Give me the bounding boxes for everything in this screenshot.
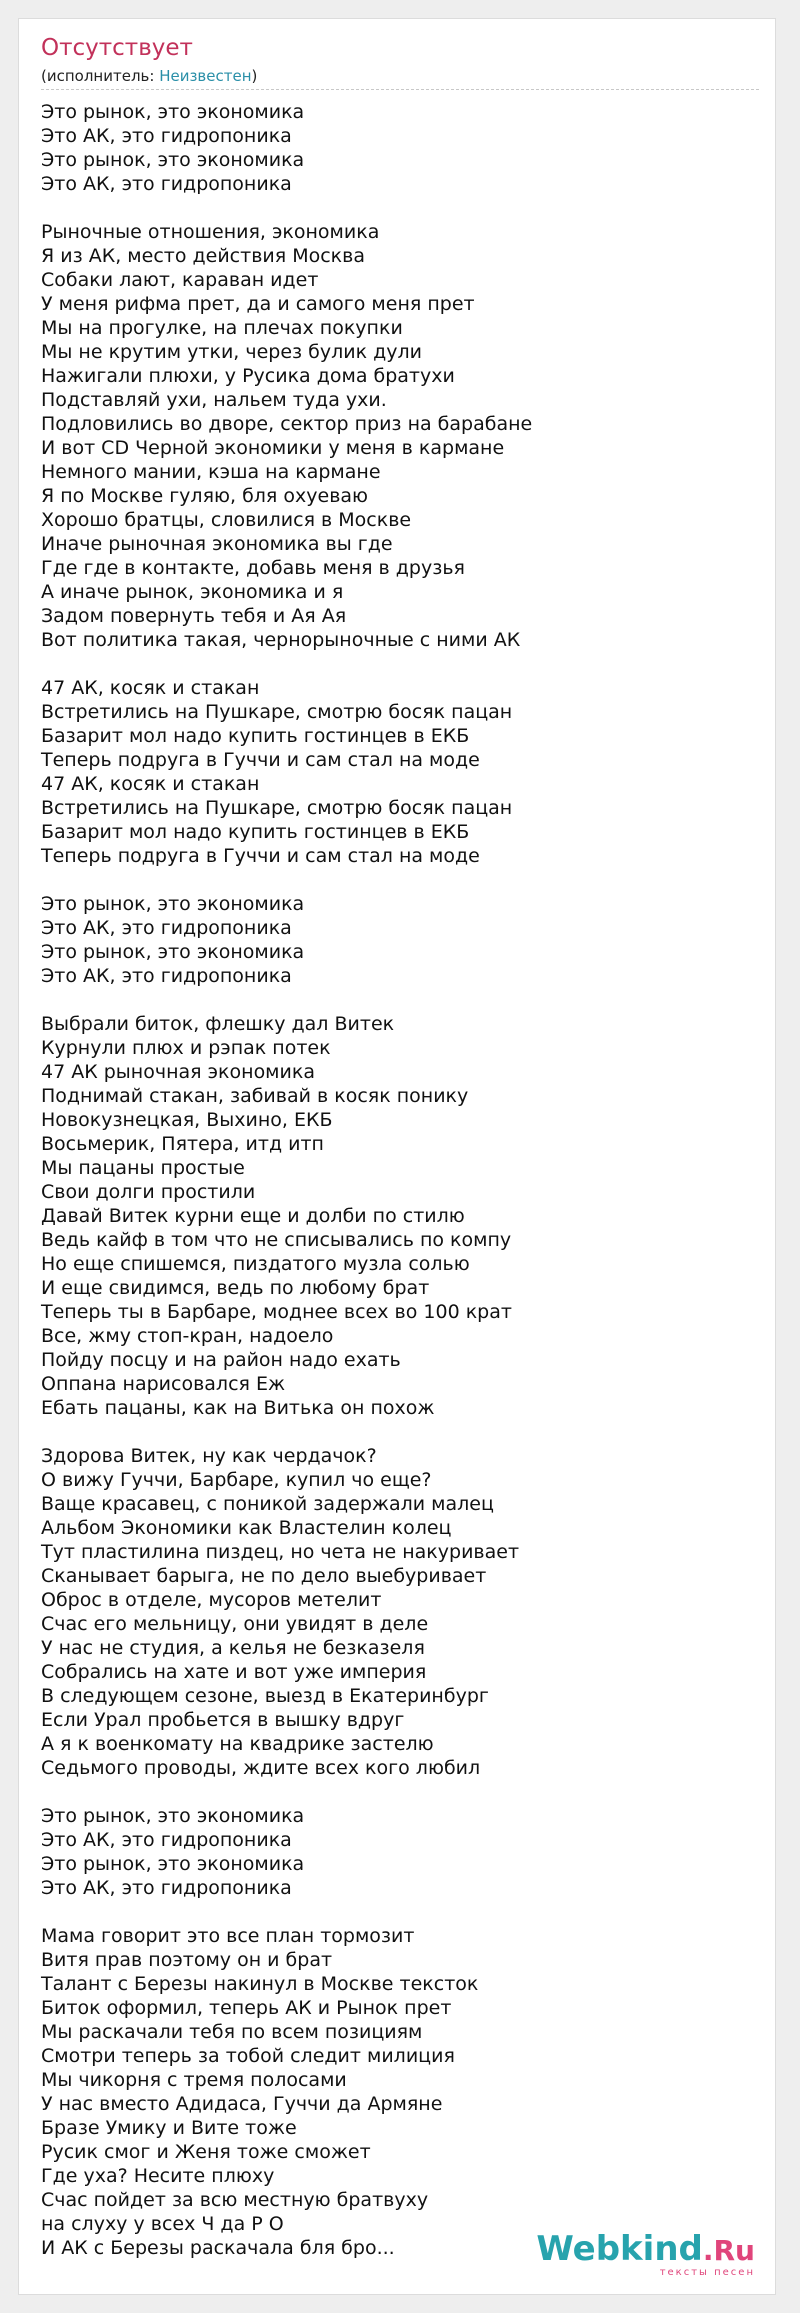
header-divider (41, 89, 759, 90)
lyric-line: Счас пойдет за всю местную братвуху (41, 2189, 429, 2211)
lyric-line: Мы на прогулке, на плечах покупки (41, 317, 403, 339)
lyric-line: Нажигали плюхи, у Русика дома братухи (41, 365, 455, 387)
lyric-line: Это рынок, это экономика (41, 1853, 305, 1875)
lyric-blank-line (41, 1780, 532, 1804)
lyric-line: Мы пацаны простые (41, 1157, 245, 1179)
lyric-line: Все, жму стоп-кран, надоело (41, 1325, 334, 1347)
logo-tld: .Ru (702, 2234, 755, 2267)
lyric-line: У меня рифма прет, да и самого меня прет (41, 293, 475, 315)
lyric-line: У нас не студия, а келья не безказеля (41, 1637, 425, 1659)
lyric-line: Я по Москве гуляю, бля охуеваю (41, 485, 369, 507)
lyric-line: Новокузнецкая, Выхино, ЕКБ (41, 1109, 333, 1131)
webkind-logo[interactable] (536, 2231, 755, 2278)
lyric-line: Это АК, это гидропоника (41, 965, 292, 987)
lyric-line: Седьмого проводы, ждите всех кого любил (41, 1757, 481, 1779)
lyric-line: Курнули плюх и рэпак потек (41, 1037, 331, 1059)
lyric-line: Ебать пацаны, как на Витька он похож (41, 1397, 435, 1419)
lyric-line: Русик смог и Женя тоже сможет (41, 2141, 371, 2163)
lyric-line: Это рынок, это экономика (41, 101, 305, 123)
lyric-line: Но еще спишемся, пиздатого музла солью (41, 1253, 470, 1275)
lyric-blank-line (41, 868, 532, 892)
lyric-line: Мы раскачали тебя по всем позициям (41, 2021, 423, 2043)
lyric-line: Выбрали биток, флешку дал Витек (41, 1013, 395, 1035)
lyric-line: Это АК, это гидропоника (41, 1877, 292, 1899)
lyric-line: Смотри теперь за тобой следит милиция (41, 2045, 455, 2067)
lyric-line: У нас вместо Адидаса, Гуччи да Армяне (41, 2093, 443, 2115)
lyric-blank-line (41, 988, 532, 1012)
logo-tagline: тексты песен (659, 2267, 755, 2278)
lyrics-text (41, 100, 532, 2260)
lyric-line: Талант с Березы накинул в Москве тексток (41, 1973, 479, 1995)
lyric-line: Пойду посцу и на район надо ехать (41, 1349, 401, 1371)
lyric-line: Теперь подруга в Гуччи и сам стал на моде (41, 749, 480, 771)
lyric-line: Это АК, это гидропоника (41, 1829, 292, 1851)
lyric-line: 47 АК рыночная экономика (41, 1061, 315, 1083)
lyric-line: Счас его мельницу, они увидят в деле (41, 1613, 429, 1635)
lyric-line: Где уха? Несите плюху (41, 2165, 275, 2187)
lyric-line: Это рынок, это экономика (41, 149, 305, 171)
lyric-line: Если Урал пробьется в вышку вдруг (41, 1709, 405, 1731)
lyric-line: Поднимай стакан, забивай в косяк понику (41, 1085, 469, 1107)
lyric-line: Сканывает барыга, не по дело выебуривает (41, 1565, 487, 1587)
lyric-line: Базарит мол надо купить гостинцев в ЕКБ (41, 725, 470, 747)
lyric-line: Мы не крутим утки, через булик дули (41, 341, 423, 363)
lyric-line: Витя прав поэтому он и брат (41, 1949, 333, 1971)
lyric-line: 47 АК, косяк и стакан (41, 773, 260, 795)
lyric-line: Это рынок, это экономика (41, 1805, 305, 1827)
lyric-line: Ваще красавец, с поникой задержали малец (41, 1493, 494, 1515)
lyric-line: Мама говорит это все план тормозит (41, 1925, 415, 1947)
lyric-line: Это рынок, это экономика (41, 941, 305, 963)
lyric-line: Немного мании, кэша на кармане (41, 461, 381, 483)
lyric-line: Биток оформил, теперь АК и Рынок прет (41, 1997, 452, 2019)
lyric-blank-line (41, 1900, 532, 1924)
lyric-line: Альбом Экономики как Властелин колец (41, 1517, 452, 1539)
lyric-line: Давай Витек курни еще и долби по стилю (41, 1205, 465, 1227)
lyric-line: Хорошо братцы, словилися в Москве (41, 509, 412, 531)
lyric-line: Задом повернуть тебя и Ая Ая (41, 605, 347, 627)
lyric-line: Вот политика такая, чернорыночные с ними АК (41, 629, 521, 651)
lyric-line: Подловились во дворе, сектор приз на барабане (41, 413, 533, 435)
lyric-line: И АК с Березы раскачала бля бро... (41, 2237, 395, 2259)
artist-line (41, 67, 257, 85)
artist-prefix: (исполнитель: (41, 67, 160, 85)
lyrics-card (18, 18, 776, 2295)
lyric-line: на слуху у всех Ч да Р О (41, 2213, 284, 2235)
lyric-line: Здорова Витек, ну как чердачок? (41, 1445, 377, 1467)
artist-link[interactable]: Неизвестен (159, 67, 252, 85)
lyric-line: Это рынок, это экономика (41, 893, 305, 915)
lyric-blank-line (41, 196, 532, 220)
lyric-line: О вижу Гуччи, Барбаре, купил чо еще? (41, 1469, 432, 1491)
lyric-line: Где где в контакте, добавь меня в друзья (41, 557, 465, 579)
artist-suffix: ) (251, 67, 258, 85)
lyric-line: Рыночные отношения, экономика (41, 221, 380, 243)
lyric-line: Встретились на Пушкаре, смотрю босяк пацан (41, 701, 513, 723)
logo-brand: Webkind (536, 2229, 703, 2269)
lyric-line: Это АК, это гидропоника (41, 173, 292, 195)
lyric-line: Свои долги простили (41, 1181, 256, 1203)
lyric-line: Ведь кайф в том что не списывались по компу (41, 1229, 512, 1251)
lyric-line: Собрались на хате и вот уже империя (41, 1661, 427, 1683)
lyric-line: Восьмерик, Пятера, итд итп (41, 1133, 324, 1155)
lyric-line: И вот CD Черной экономики у меня в кармане (41, 437, 505, 459)
lyric-line: Иначе рыночная экономика вы где (41, 533, 393, 555)
song-title: Отсутствует (41, 35, 193, 61)
lyric-line: Это АК, это гидропоника (41, 917, 292, 939)
lyric-line: Подставляй ухи, нальем туда ухи. (41, 389, 387, 411)
lyric-blank-line (41, 652, 532, 676)
lyric-line: Базарит мол надо купить гостинцев в ЕКБ (41, 821, 470, 843)
lyric-line: Бразе Умику и Вите тоже (41, 2117, 297, 2139)
lyric-line: Я из АК, место действия Москва (41, 245, 365, 267)
lyric-line: Теперь ты в Барбаре, моднее всех во 100 крат (41, 1301, 512, 1323)
lyric-line: Оброс в отделе, мусоров метелит (41, 1589, 382, 1611)
lyric-line: Это АК, это гидропоника (41, 125, 292, 147)
lyric-line: А иначе рынок, экономика и я (41, 581, 344, 603)
lyric-line: И еще свидимся, ведь по любому брат (41, 1277, 430, 1299)
lyric-line: 47 АК, косяк и стакан (41, 677, 260, 699)
lyric-line: Тут пластилина пиздец, но чета не накуривает (41, 1541, 520, 1563)
lyric-line: А я к военкомату на квадрике застелю (41, 1733, 434, 1755)
lyric-line: Теперь подруга в Гуччи и сам стал на моде (41, 845, 480, 867)
lyric-line: Собаки лают, караван идет (41, 269, 319, 291)
lyric-line: Оппана нарисовался Еж (41, 1373, 286, 1395)
lyric-blank-line (41, 1420, 532, 1444)
lyric-line: Встретились на Пушкаре, смотрю босяк пацан (41, 797, 513, 819)
lyric-line: Мы чикорня с тремя полосами (41, 2069, 347, 2091)
lyric-line: В следующем сезоне, выезд в Екатеринбург (41, 1685, 489, 1707)
